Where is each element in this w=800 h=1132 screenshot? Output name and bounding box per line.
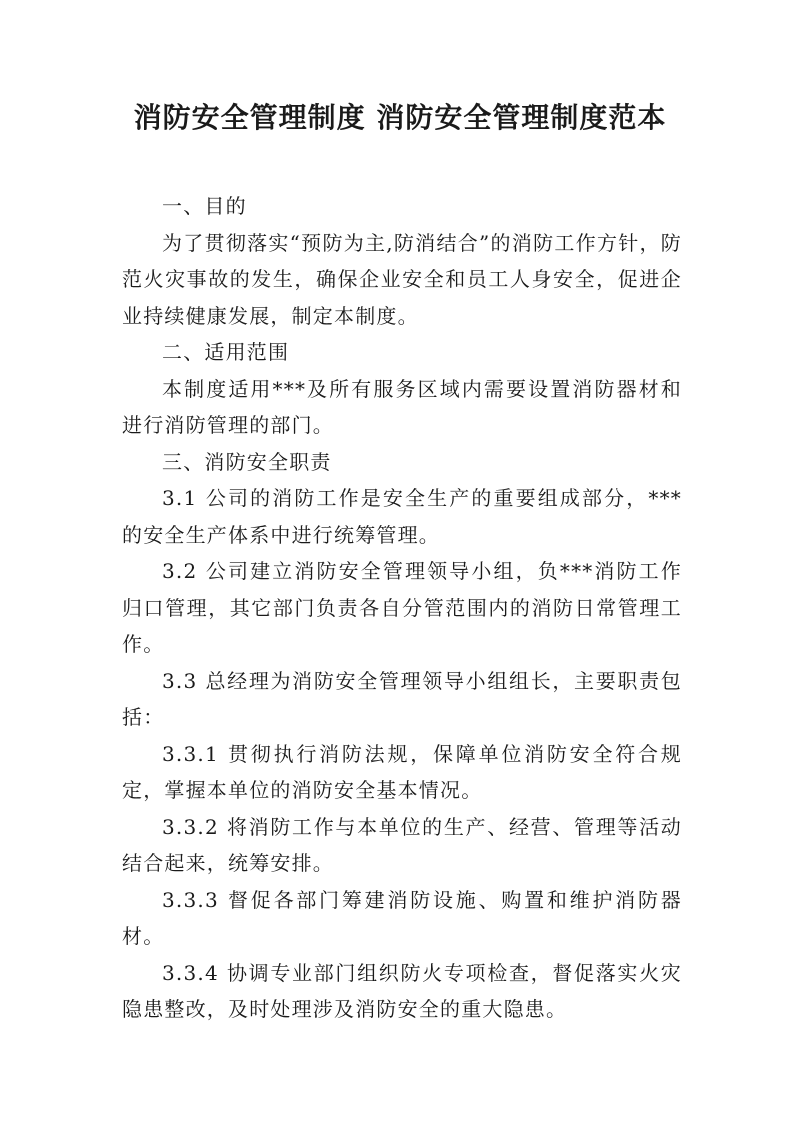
section-heading-responsibilities: 三、消防安全职责 xyxy=(162,449,332,474)
document-body xyxy=(122,188,682,1028)
paragraph-3-3-4: 3.3.4 协调专业部门组织防火专项检查，督促落实火灾隐患整改，及时处理涉及消防安全的重大隐患。 xyxy=(122,960,682,1021)
paragraph-3-3-1: 3.3.1 贯彻执行消防法规，保障单位消防安全符合规定，掌握本单位的消防安全基本情况。 xyxy=(122,741,682,802)
paragraph-3-3-2: 3.3.2 将消防工作与本单位的生产、经营、管理等活动结合起来，统筹安排。 xyxy=(122,814,682,875)
section-heading-purpose: 一、目的 xyxy=(162,194,247,218)
paragraph-3-1: 3.1 公司的消防工作是安全生产的重要组成部分，***的安全生产体系中进行统筹管理。 xyxy=(122,486,682,547)
paragraph-3-2: 3.2 公司建立消防安全管理领导小组，负***消防工作归口管理，其它部门负责各自分管范围内的消防日常管理工作。 xyxy=(122,559,682,656)
paragraph-3-3-3: 3.3.3 督促各部门筹建消防设施、购置和维护消防器材。 xyxy=(122,887,682,948)
paragraph-3-3: 3.3 总经理为消防安全管理领导小组组长，主要职责包括： xyxy=(122,668,682,729)
paragraph-scope: 本制度适用***及所有服务区域内需要设置消防器材和进行消防管理的部门。 xyxy=(122,376,682,437)
document-title: 消防安全管理制度 消防安全管理制度范本 xyxy=(133,101,667,134)
section-heading-scope: 二、适用范围 xyxy=(162,340,290,364)
paragraph-purpose: 为了贯彻落实“预防为主,防消结合”的消防工作方针，防范火灾事故的发生，确保企业安全和员工人身安全，促进企业持续健康发展，制定本制度。 xyxy=(122,230,682,328)
